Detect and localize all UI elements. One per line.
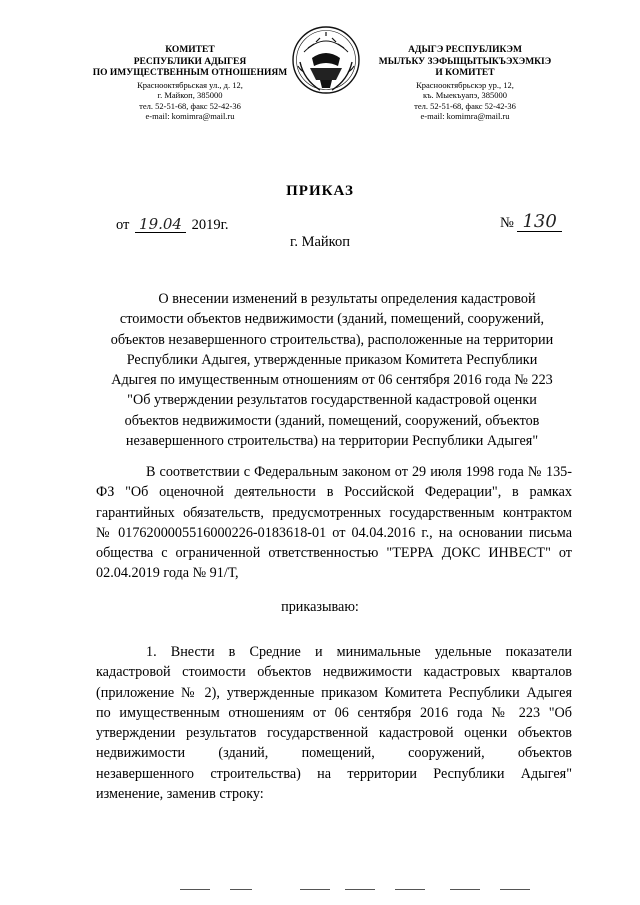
table-top-rule bbox=[450, 889, 480, 890]
item1-line: изменение, заменив строку: bbox=[96, 786, 264, 803]
subject-line: Республики Адыгея, утвержденные приказом Комитета Республики bbox=[126, 351, 538, 368]
order-number bbox=[500, 213, 562, 232]
table-top-rule bbox=[345, 889, 375, 890]
preamble-line: В соответствии с Федеральным законом от 29 июля 1998 года № 135- bbox=[146, 464, 572, 480]
header-left-address: Краснооктябрьская ул., д. 12, bbox=[137, 79, 243, 90]
header-left-email: e-mail: komimra@mail.ru bbox=[145, 111, 235, 121]
table-top-rule bbox=[300, 889, 330, 890]
header-right-block bbox=[360, 45, 570, 122]
order-date bbox=[116, 217, 229, 234]
subject-line: Адыгея по имущественным отношениям от 06 сентября 2016 года № 223 bbox=[111, 372, 553, 389]
date-suffix: 2019г. bbox=[191, 217, 229, 233]
header-left-block bbox=[85, 45, 295, 122]
header-right-line1: АДЫГЭ РЕСПУБЛИКЭМ bbox=[408, 45, 522, 55]
emblem-icon bbox=[290, 22, 362, 102]
item1-line: незавершенного строительства) на территории Республики Адыгея" bbox=[96, 765, 572, 782]
preamble-line: ФЗ "Об оценочной деятельности в Российской Федерации", в рамках bbox=[96, 484, 572, 501]
header-left-phone: тел. 52-51-68, факс 52-42-36 bbox=[139, 100, 241, 111]
item1-line: кадастровой стоимости объектов недвижимости кадастровых кварталов bbox=[96, 664, 572, 681]
subject-line: "Об утверждении результатов государственной кадастровой оценки bbox=[127, 392, 537, 409]
preamble-line: 02.04.2019 года № 91/Т, bbox=[96, 565, 239, 582]
item1-line: 1. Внести в Средние и минимальные удельные показатели bbox=[146, 644, 572, 660]
document-title: ПРИКАЗ bbox=[286, 183, 354, 199]
header-right-address: Краснооктябрьскэр ур., 12, bbox=[416, 79, 514, 90]
table-top-rule bbox=[500, 889, 530, 890]
preamble-line: № 0176200005516000226-0183618-01 от 04.04.2016 г., на основании письма bbox=[96, 524, 572, 541]
table-top-rule bbox=[230, 889, 252, 890]
subject-line: объектов незавершенного строительства), расположенные на территории bbox=[110, 331, 554, 348]
date-handwritten: 19.04 bbox=[135, 217, 186, 233]
header-left-line1: КОМИТЕТ bbox=[165, 45, 215, 55]
header-right-line3: И КОМИТЕТ bbox=[435, 68, 495, 78]
header-left-line3: ПО ИМУЩЕСТВЕННЫМ ОТНОШЕНИЯМ bbox=[92, 68, 288, 78]
table-top-rule bbox=[395, 889, 425, 890]
item1-line: (приложение № 2), утвержденные приказом Комитета Республики Адыгея bbox=[96, 684, 572, 701]
coat-of-arms-emblem bbox=[290, 22, 362, 102]
table-top-rule bbox=[180, 889, 210, 890]
header-right-line2: МЫЛЪКУ ЗЭФЫЩЫТЫКЪЭХЭМКIЭ bbox=[378, 56, 552, 67]
header-left-city: г. Майкоп, 385000 bbox=[157, 90, 223, 100]
header-right-city: къ. Мыекъуапэ, 385000 bbox=[422, 90, 508, 100]
decree-word: приказываю: bbox=[281, 599, 359, 615]
subject-line: незавершенного строительства) на территории Республики Адыгея" bbox=[125, 433, 539, 450]
item1-paragraph bbox=[96, 642, 572, 804]
item1-line: утверждении результатов государственной кадастровой оценки объектов bbox=[96, 725, 572, 742]
number-prefix: № bbox=[500, 215, 514, 231]
header-left-line2: РЕСПУБЛИКИ АДЫГЕЯ bbox=[133, 56, 247, 67]
item1-line: недвижимости (зданий, помещений, сооружений, объектов bbox=[96, 745, 572, 762]
number-handwritten: 130 bbox=[517, 213, 561, 232]
subject-line: объектов недвижимости (зданий, помещений, сооружений, объектов bbox=[124, 412, 540, 429]
header-right-phone: тел. 52-51-68, факс 52-42-36 bbox=[414, 100, 516, 111]
preamble-line: общества с ограниченной ответственностью "ТЕРРА ДОКС ИНВЕСТ" от bbox=[96, 545, 572, 562]
header-right-email: e-mail: komimra@mail.ru bbox=[420, 111, 510, 121]
date-prefix: от bbox=[116, 217, 130, 233]
item1-line: по имущественным отношениям от 06 сентября 2016 года № 223 "Об bbox=[96, 704, 572, 721]
order-city: г. Майкоп bbox=[290, 234, 350, 250]
preamble-line: гарантийных обязательств, предусмотренных государственным контрактом bbox=[96, 504, 572, 521]
subject-block bbox=[90, 289, 574, 451]
preamble-paragraph bbox=[96, 462, 572, 584]
subject-line: О внесении изменений в результаты определения кадастровой bbox=[158, 291, 536, 307]
subject-line: стоимости объектов недвижимости (зданий, помещений, сооружений, bbox=[119, 311, 545, 328]
